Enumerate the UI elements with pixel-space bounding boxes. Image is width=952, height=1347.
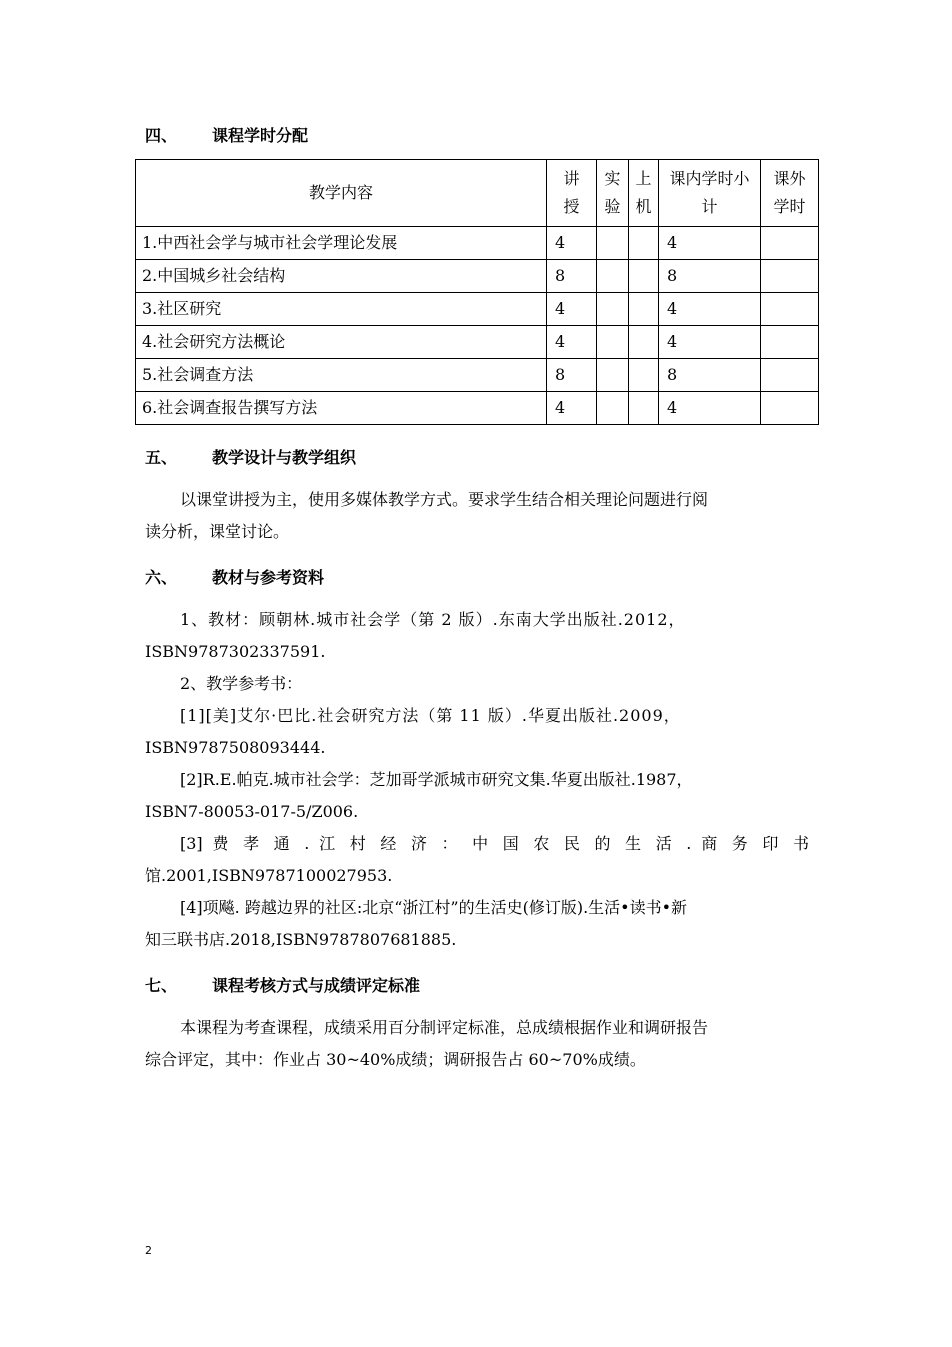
- row-computer: [629, 227, 659, 260]
- reference-3: [3] 费 孝 通 . 江 村 经 济 ： 中 国 农 民 的 生 活 . 商 务 印 书: [180, 834, 809, 853]
- assessment-paragraph: [145, 1012, 809, 1076]
- row-experiment: [597, 227, 629, 260]
- row-subtotal: 4: [659, 326, 761, 359]
- reference-3-isbn: 馆.2001,ISBN9787100027953.: [145, 866, 393, 885]
- row-experiment: [597, 359, 629, 392]
- row-content: 5.社会调查方法: [136, 359, 547, 392]
- row-content: 6.社会调查报告撰写方法: [136, 392, 547, 425]
- row-computer: [629, 326, 659, 359]
- row-extra: [761, 293, 819, 326]
- row-computer: [629, 359, 659, 392]
- header-lecture: 讲授: [547, 160, 597, 227]
- table-row: [136, 260, 819, 293]
- row-computer: [629, 392, 659, 425]
- section-title: 教材与参考资料: [212, 568, 325, 587]
- row-subtotal: 4: [659, 293, 761, 326]
- table-row: [136, 293, 819, 326]
- row-lecture: 4: [547, 392, 597, 425]
- row-lecture: 4: [547, 227, 597, 260]
- row-experiment: [597, 293, 629, 326]
- row-lecture: 4: [547, 293, 597, 326]
- textbook-line: 1、教材：顾朝林.城市社会学（第 2 版）.东南大学出版社.2012，: [180, 610, 686, 629]
- section-heading-course-hours: [145, 126, 308, 146]
- reference-4-isbn: 知三联书店.2018,ISBN9787807681885.: [145, 930, 457, 949]
- reference-2: [2]R.E.帕克.城市社会学：芝加哥学派城市研究文集.华夏出版社.1987，: [180, 770, 693, 789]
- section-heading-materials: [145, 568, 324, 588]
- row-content: 2.中国城乡社会结构: [136, 260, 547, 293]
- row-lecture: 4: [547, 326, 597, 359]
- reference-2-isbn: ISBN7-80053-017-5/Z006.: [145, 802, 359, 821]
- row-lecture: 8: [547, 260, 597, 293]
- table-row: [136, 392, 819, 425]
- row-extra: [761, 227, 819, 260]
- row-computer: [629, 293, 659, 326]
- course-hours-table: [135, 159, 819, 425]
- row-subtotal: 8: [659, 260, 761, 293]
- row-subtotal: 4: [659, 392, 761, 425]
- row-extra: [761, 359, 819, 392]
- reference-1: [1][美]艾尔·巴比.社会研究方法（第 11 版）.华夏出版社.2009，: [180, 706, 681, 725]
- table-row: [136, 227, 819, 260]
- table-header-row: [136, 160, 819, 227]
- row-content: 3.社区研究: [136, 293, 547, 326]
- section-title: 教学设计与教学组织: [212, 448, 357, 467]
- header-subtotal: 课内学时小计: [659, 160, 761, 227]
- page-number: 2: [145, 1244, 152, 1257]
- row-extra: [761, 326, 819, 359]
- reference-1-isbn: ISBN9787508093444.: [145, 738, 326, 757]
- paragraph-line: 以课堂讲授为主，使用多媒体教学方式。要求学生结合相关理论问题进行阅: [180, 490, 709, 509]
- row-subtotal: 8: [659, 359, 761, 392]
- materials-list: [145, 604, 809, 956]
- section-title: 课程考核方式与成绩评定标准: [212, 976, 421, 995]
- section-number: 四、: [145, 126, 178, 145]
- row-experiment: [597, 326, 629, 359]
- header-computer: 上机: [629, 160, 659, 227]
- paragraph-line: 本课程为考查课程，成绩采用百分制评定标准，总成绩根据作业和调研报告: [180, 1018, 709, 1037]
- row-extra: [761, 260, 819, 293]
- header-extra: 课外学时: [761, 160, 819, 227]
- row-subtotal: 4: [659, 227, 761, 260]
- paragraph-line: 综合评定，其中：作业占 30~40%成绩；调研报告占 60~70%成绩。: [145, 1050, 646, 1069]
- section-number: 六、: [145, 568, 178, 587]
- paragraph-line: 读分析，课堂讨论。: [145, 522, 290, 541]
- row-lecture: 8: [547, 359, 597, 392]
- section-heading-teaching-design: [145, 448, 356, 468]
- reference-4: [4]项飚. 跨越边界的社区:北京“浙江村”的生活史(修订版).生活•读书•新: [180, 898, 688, 917]
- table-row: [136, 359, 819, 392]
- teaching-design-paragraph: [145, 484, 809, 548]
- section-number: 七、: [145, 976, 178, 995]
- textbook-isbn: ISBN9787302337591.: [145, 642, 326, 661]
- header-content: 教学内容: [136, 160, 547, 227]
- section-title: 课程学时分配: [212, 126, 309, 145]
- row-experiment: [597, 392, 629, 425]
- row-experiment: [597, 260, 629, 293]
- references-label: 2、教学参考书：: [180, 674, 303, 693]
- row-content: 1.中西社会学与城市社会学理论发展: [136, 227, 547, 260]
- row-computer: [629, 260, 659, 293]
- section-number: 五、: [145, 448, 178, 467]
- table-row: [136, 326, 819, 359]
- section-heading-assessment: [145, 976, 420, 996]
- row-extra: [761, 392, 819, 425]
- row-content: 4.社会研究方法概论: [136, 326, 547, 359]
- header-experiment: 实验: [597, 160, 629, 227]
